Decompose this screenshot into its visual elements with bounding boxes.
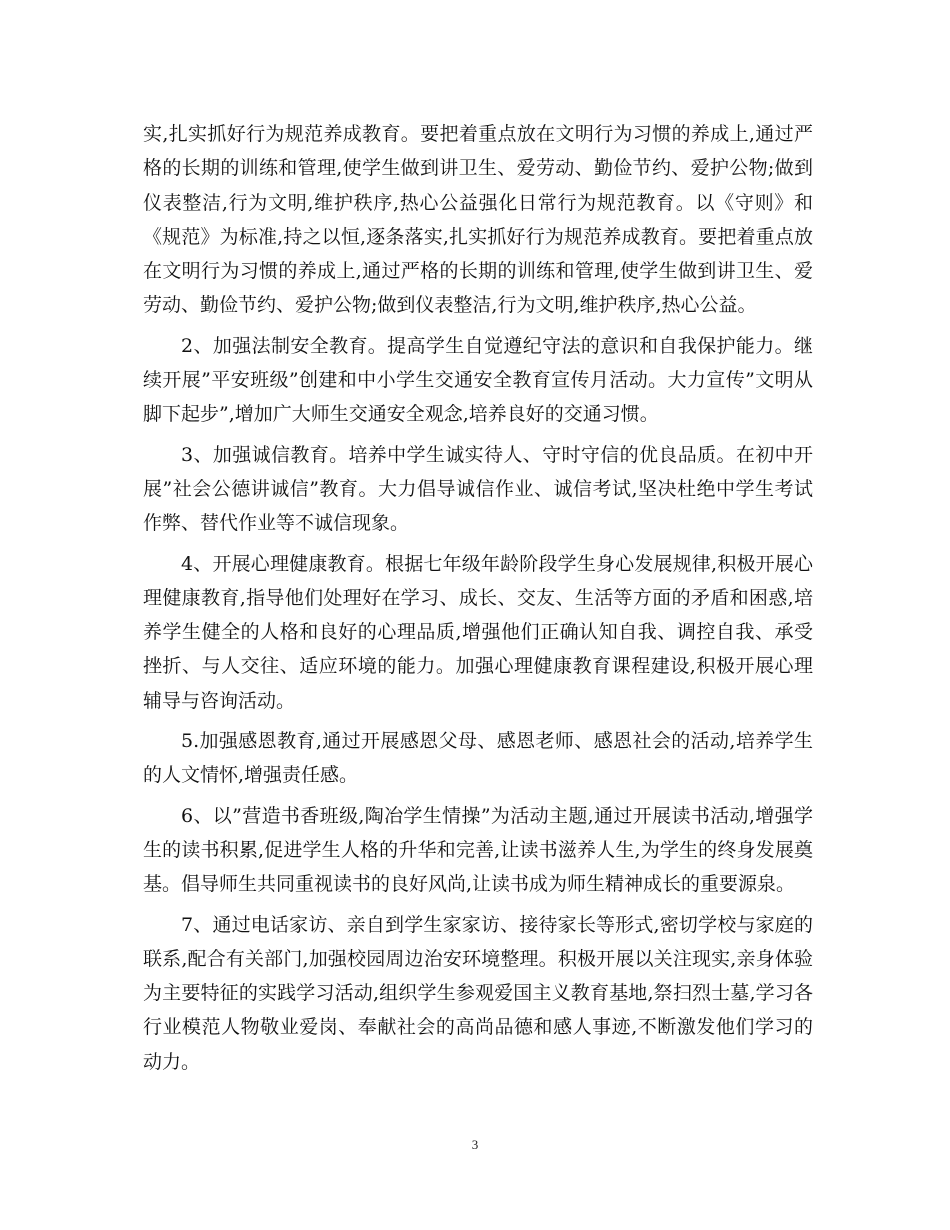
page-number: 3: [471, 1137, 479, 1152]
paragraph-continued: 实,扎实抓好行为规范养成教育。要把着重点放在文明行为习惯的养成上,通过严格的长期的训练和管理,使学生做到讲卫生、爱劳动、勤俭节约、爱护公物;做到仪表整洁,行为文明,维护秩序,热心公益强化日常行为规范教育。以《守则》和《规范》为标准,持之以恒,逐条落实,扎实抓好行为规范养成教育。要把着重点放在文明行为习惯的养成上,通过严格的长期的训练和管理,使学生做到讲卫生、爱劳动、勤俭节约、爱护公物;做到仪表整洁,行为文明,维护秩序,热心公益。: [143, 123, 813, 317]
paragraph-item-4: 4、开展心理健康教育。根据七年级年龄阶段学生身心发展规律,积极开展心理健康教育,指导他们处理好在学习、成长、交友、生活等方面的矛盾和困惑,培养学生健全的人格和良好的心理品质,增强他们正确认知自我、调控自我、承受挫折、与人交往、适应环境的能力。加强心理健康教育课程建设,积极开展心理辅导与咨询活动。: [143, 552, 813, 712]
paragraph-item-5: 5.加强感恩教育,通过开展感恩父母、感恩老师、感恩社会的活动,培养学生的人文情怀,增强责任感。: [143, 730, 813, 787]
paragraph-item-7: 7、通过电话家访、亲自到学生家家访、接待家长等形式,密切学校与家庭的联系,配合有关部门,加强校园周边治安环境整理。积极开展以关注现实,亲身体验为主要特征的实践学习活动,组织学生参观爱国主义教育基地,祭扫烈士墓,学习各行业模范人物敬业爱岗、奉献社会的高尚品德和感人事迹,不断激发他们学习的动力。: [143, 913, 813, 1073]
paragraph-item-6: 6、以”营造书香班级,陶冶学生情操”为活动主题,通过开展读书活动,增强学生的读书积累,促进学生人格的升华和完善,让读书滋养人生,为学生的终身发展奠基。倡导师生共同重视读书的良好风尚,让读书成为师生精神成长的重要源泉。: [143, 804, 813, 896]
paragraph-item-3: 3、加强诚信教育。培养中学生诚实待人、守时守信的优良品质。在初中开展”社会公德讲诚信”教育。大力倡导诚信作业、诚信考试,坚决杜绝中学生考试作弊、替代作业等不诚信现象。: [143, 443, 813, 535]
document-body: [143, 117, 813, 1085]
paragraph-item-2: 2、加强法制安全教育。提高学生自觉遵纪守法的意识和自我保护能力。继续开展”平安班级”创建和中小学生交通安全教育宣传月活动。大力宣传”文明从脚下起步”,增加广大师生交通安全观念,培养良好的交通习惯。: [143, 334, 813, 426]
